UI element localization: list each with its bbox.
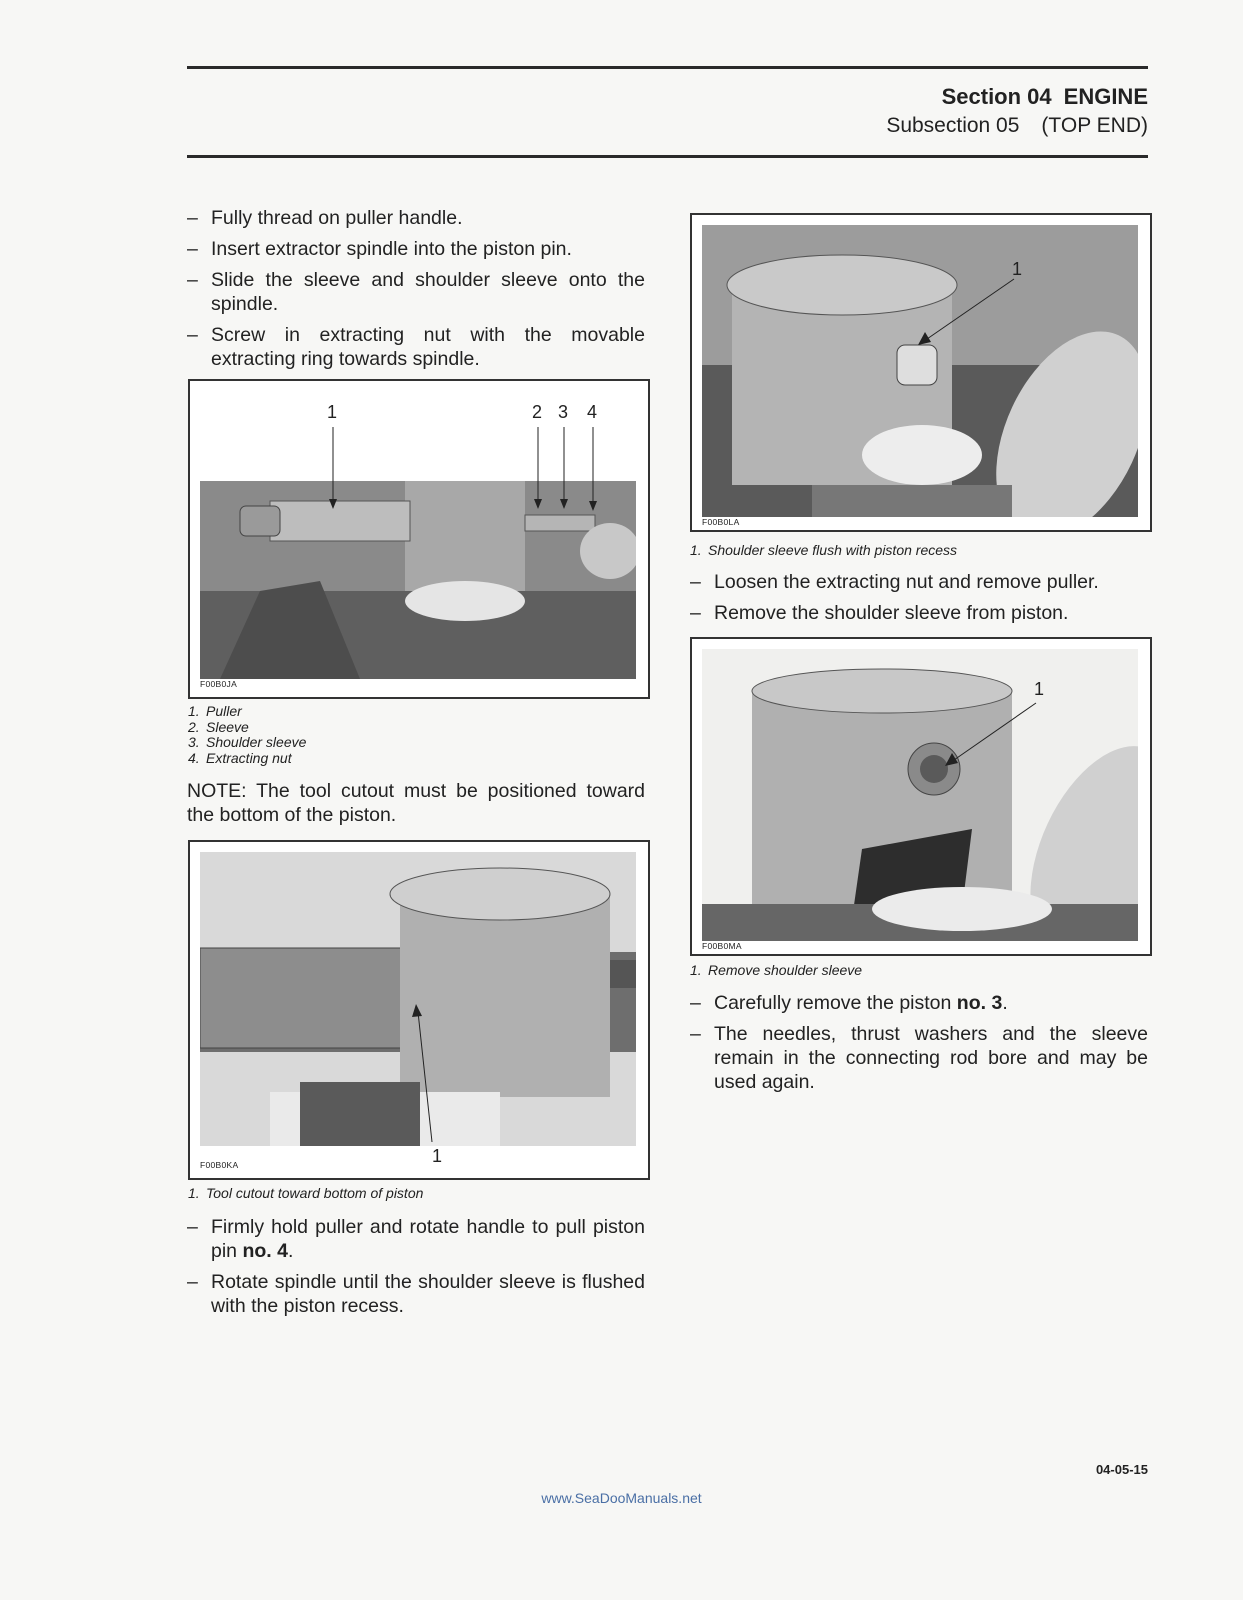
- figure-remove-shoulder-sleeve: [690, 637, 1152, 956]
- note-label: NOTE:: [187, 780, 247, 802]
- legend-item: 1. Puller: [188, 703, 242, 719]
- step-item: – Carefully remove the piston no. 3.: [690, 991, 1148, 1015]
- figure-code: F00B0KA: [200, 1160, 239, 1170]
- step-item: – Slide the sleeve and shoulder sleeve onto the spindle.: [187, 268, 645, 316]
- callout-3: 3: [558, 402, 569, 422]
- step-item: – Screw in extracting nut with the movable extracting ring towards spindle.: [187, 323, 645, 371]
- website-link[interactable]: www.SeaDooManuals.net: [541, 1490, 702, 1506]
- step-item: – The needles, thrust washers and the sleeve remain in the connecting rod bore and may be used again.: [690, 1022, 1148, 1094]
- callout-arrow: [692, 639, 1150, 954]
- callout-1: 1: [432, 1146, 443, 1166]
- callout-4: 4: [587, 402, 598, 422]
- header-top-rule: [187, 66, 1148, 69]
- figure-code: F00B0MA: [702, 941, 742, 951]
- legend-item: 1. Shoulder sleeve flush with piston recess: [690, 542, 958, 558]
- legend-item: 1. Remove shoulder sleeve: [690, 962, 863, 978]
- callout-1: 1: [327, 402, 338, 422]
- figure1-legend: [188, 704, 306, 766]
- step-item: – Insert extractor spindle into the piston pin.: [187, 237, 645, 261]
- figure-code: F00B0JA: [200, 679, 238, 689]
- subsection-heading: Subsection 05 (TOP END): [886, 114, 1148, 137]
- step-list: [187, 1215, 645, 1318]
- page-number: 04-05-15: [1095, 1462, 1148, 1477]
- callout-arrow: [190, 842, 648, 1178]
- callout-arrows: [190, 381, 648, 697]
- figure3-legend: [690, 543, 957, 559]
- right-steps-mid: [690, 570, 1148, 632]
- step-item: – Fully thread on puller handle.: [187, 206, 645, 230]
- section-heading: Section 04 ENGINE: [941, 84, 1148, 109]
- step-item: – Rotate spindle until the shoulder sleeve is flushed with the piston recess.: [187, 1270, 645, 1318]
- callout-arrow: [692, 215, 1150, 530]
- figure4-legend: [690, 963, 862, 979]
- figure-code: F00B0LA: [702, 517, 740, 527]
- callout-1: 1: [1034, 679, 1045, 699]
- callout-1: 1: [1012, 259, 1023, 279]
- legend-item: 2. Sleeve: [188, 718, 249, 735]
- figure2-legend: [188, 1186, 423, 1202]
- step-item: – Firmly hold puller and rotate handle to pull piston pin no. 4.: [187, 1215, 645, 1263]
- note-text: The tool cutout must be positioned toward the bottom of the piston.: [187, 780, 645, 826]
- header-bottom-rule: [187, 155, 1148, 158]
- left-steps-top: [187, 206, 645, 378]
- figure-tool-cutout: [188, 840, 650, 1180]
- callout-2: 2: [532, 402, 543, 422]
- step-list: [187, 206, 645, 371]
- figure-puller-assembly: [188, 379, 650, 699]
- legend-item: 4. Extracting nut: [188, 749, 292, 766]
- step-list: [690, 991, 1148, 1094]
- legend-item: 1. Tool cutout toward bottom of piston: [188, 1185, 424, 1201]
- step-item: – Remove the shoulder sleeve from piston.: [690, 601, 1148, 625]
- note-paragraph: [187, 779, 645, 827]
- step-item: – Loosen the extracting nut and remove puller.: [690, 570, 1148, 594]
- step-list: [690, 570, 1148, 625]
- left-steps-bottom: [187, 1215, 645, 1325]
- figure-shoulder-sleeve-flush: [690, 213, 1152, 532]
- legend-item: 3. Shoulder sleeve: [188, 734, 307, 750]
- right-steps-bottom: [690, 991, 1148, 1101]
